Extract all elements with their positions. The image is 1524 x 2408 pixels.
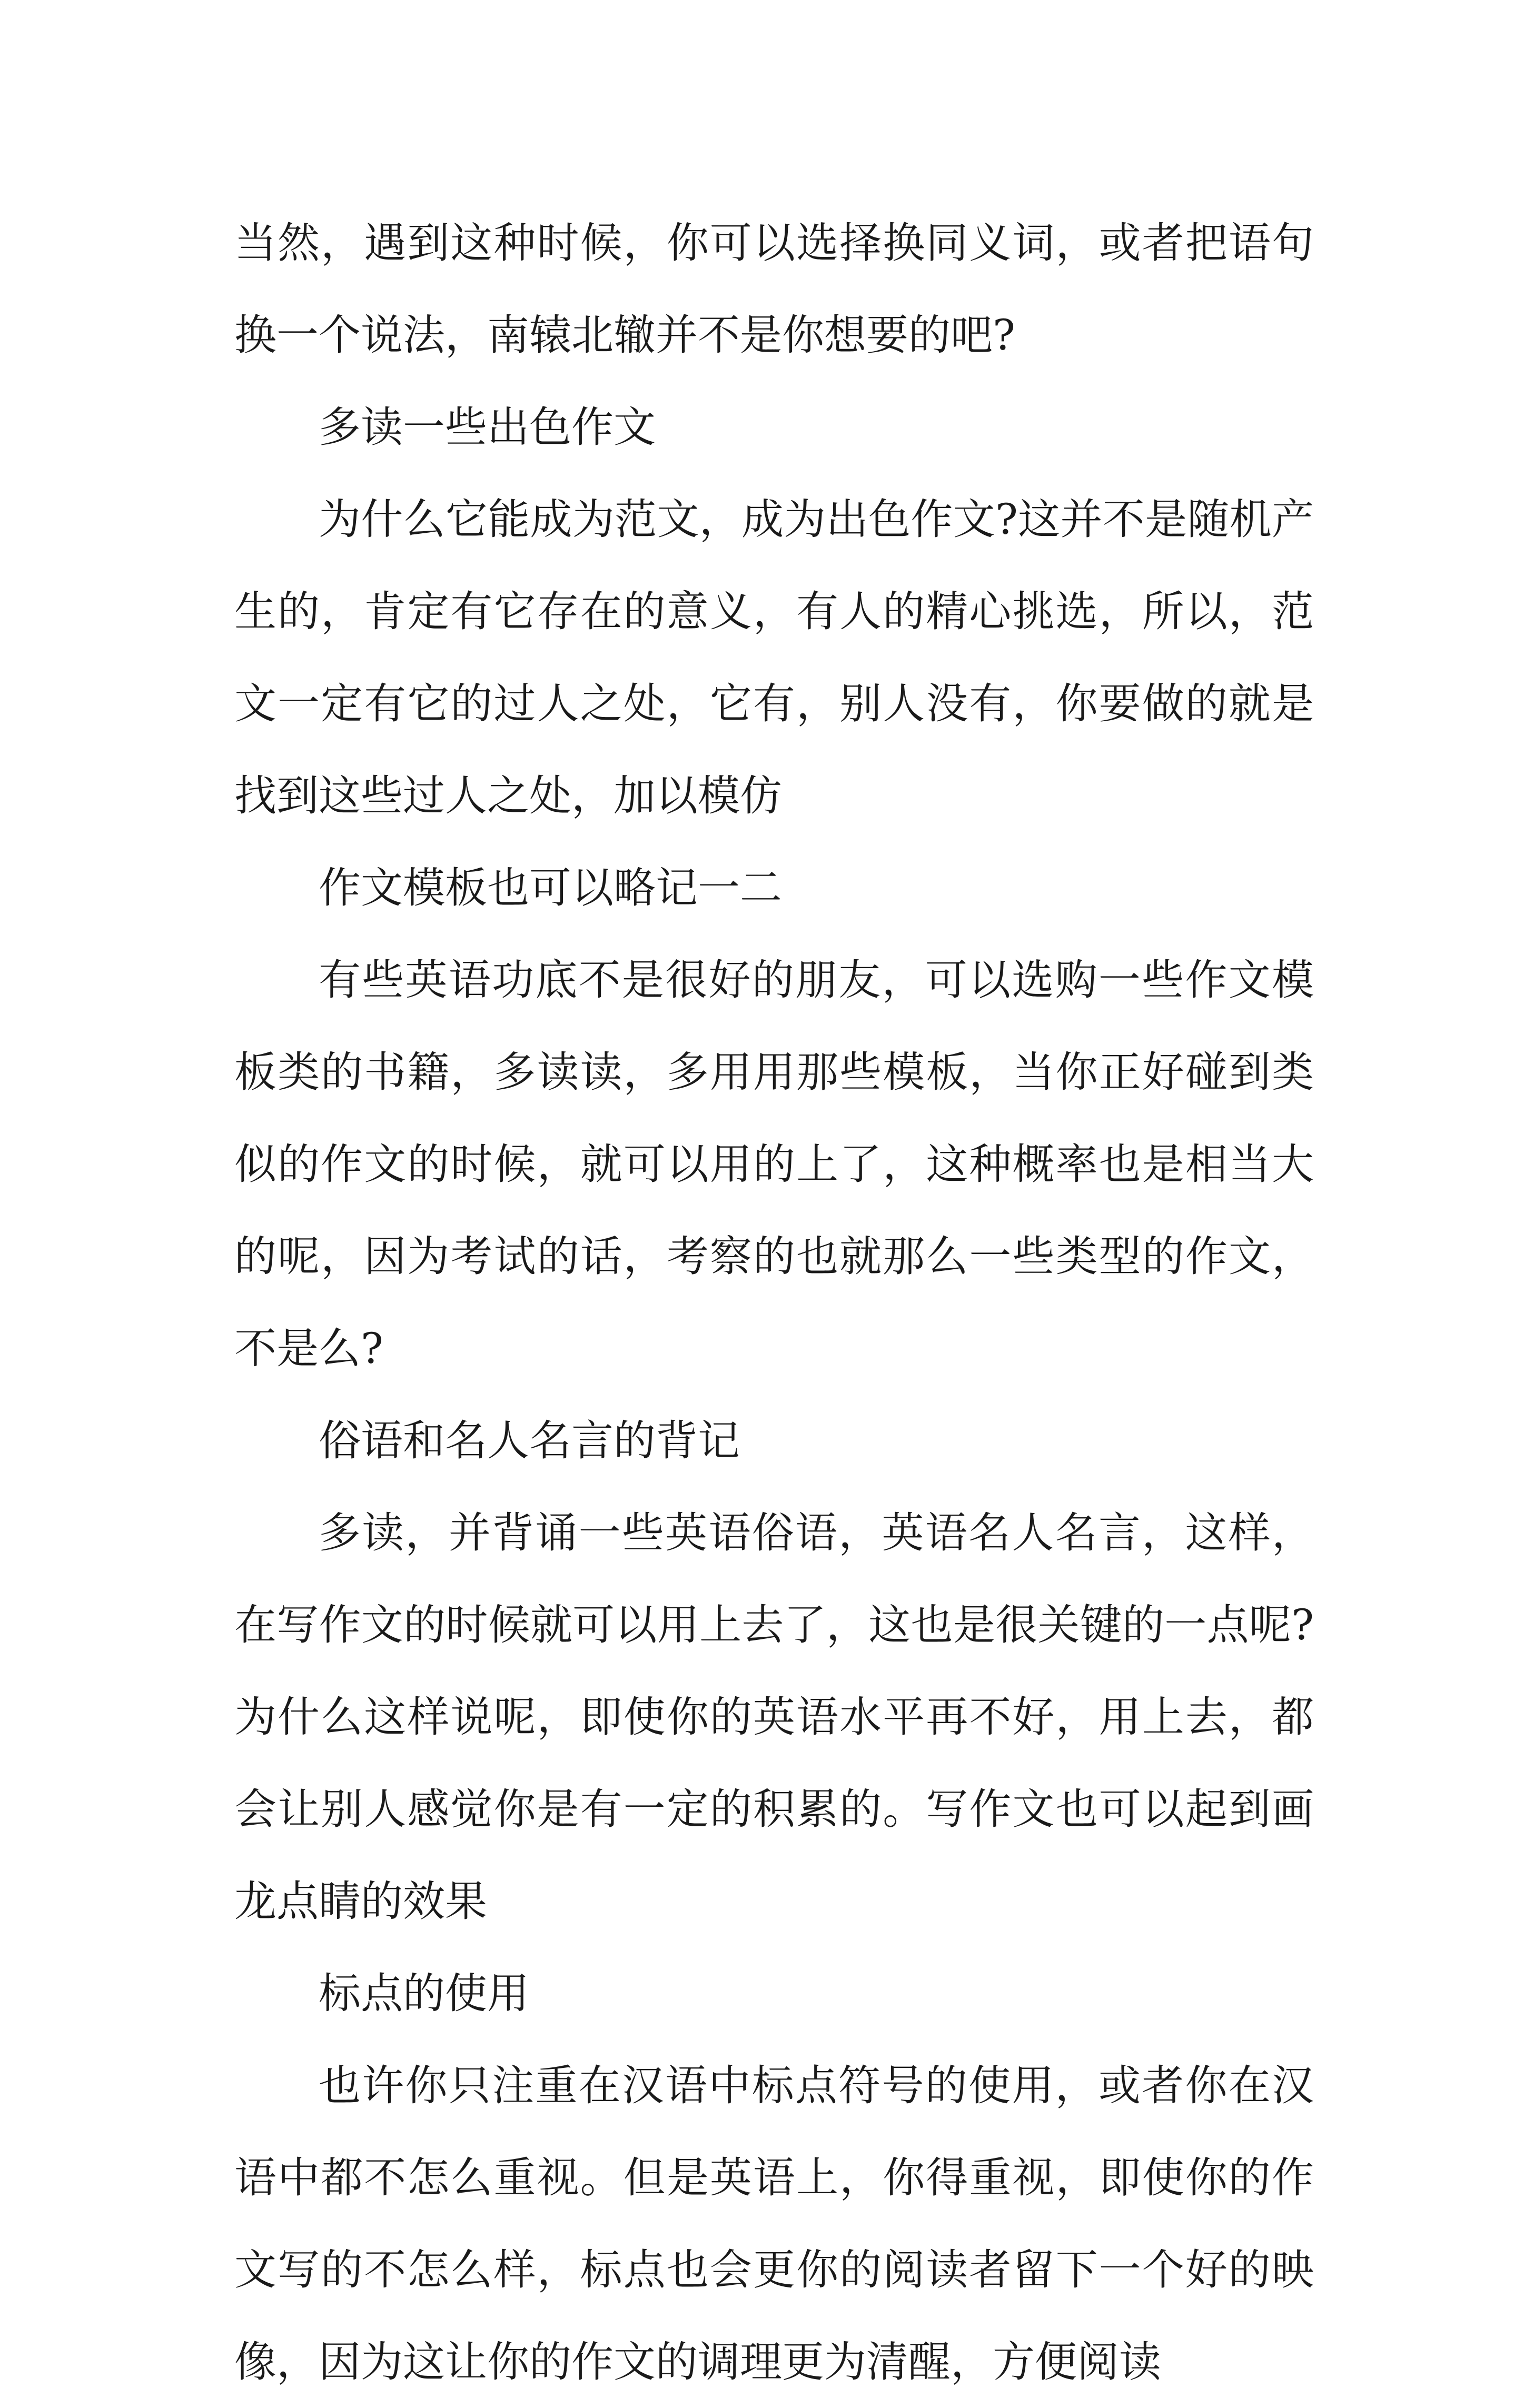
heading-punctuation: 标点的使用 — [319, 1969, 529, 2018]
paragraph-proverbs-quotes: 多读，并背诵一些英语俗语，英语名人名言，这样，在写作文的时候就可以用上去了，这也是很关键的一点呢?为什么这样说呢，即使你的英语水平再不好，用上去，都会让别人感觉你是有一定的积累的。写作文也可以起到画龙点睛的效果 — [234, 1508, 1314, 1926]
heading-proverbs-quotes: 俗语和名人名言的背记 — [319, 1416, 740, 1465]
paragraph-essay-templates: 有些英语功底不是很好的朋友，可以选购一些作文模板类的书籍，多读读，多用用那些模板，当你正好碰到类似的作文的时候，就可以用的上了，这种概率也是相当大的呢，因为考试的话，考察的也就那么一些类型的作文，不是么? — [234, 956, 1314, 1373]
heading-essay-templates: 作文模板也可以略记一二 — [319, 863, 782, 912]
paragraph-continuation: 当然，遇到这种时候，你可以选择换同义词，或者把语句换一个说法，南辕北辙并不是你想要的吧? — [234, 218, 1314, 360]
paragraph-model-essays: 为什么它能成为范文，成为出色作文?这并不是随机产生的，肯定有它存在的意义，有人的精心挑选，所以，范文一定有它的过人之处，它有，别人没有，你要做的就是找到这些过人之处，加以模仿 — [234, 495, 1314, 820]
heading-read-excellent-essays: 多读一些出色作文 — [319, 403, 656, 452]
paragraph-punctuation: 也许你只注重在汉语中标点符号的使用，或者你在汉语中都不怎么重视。但是英语上，你得重视，即使你的作文写的不怎么样，标点也会更你的阅读者留下一个好的映像，因为这让你的作文的调理更为清醒，方便阅读 — [234, 2061, 1314, 2386]
document-body — [234, 197, 1314, 2408]
